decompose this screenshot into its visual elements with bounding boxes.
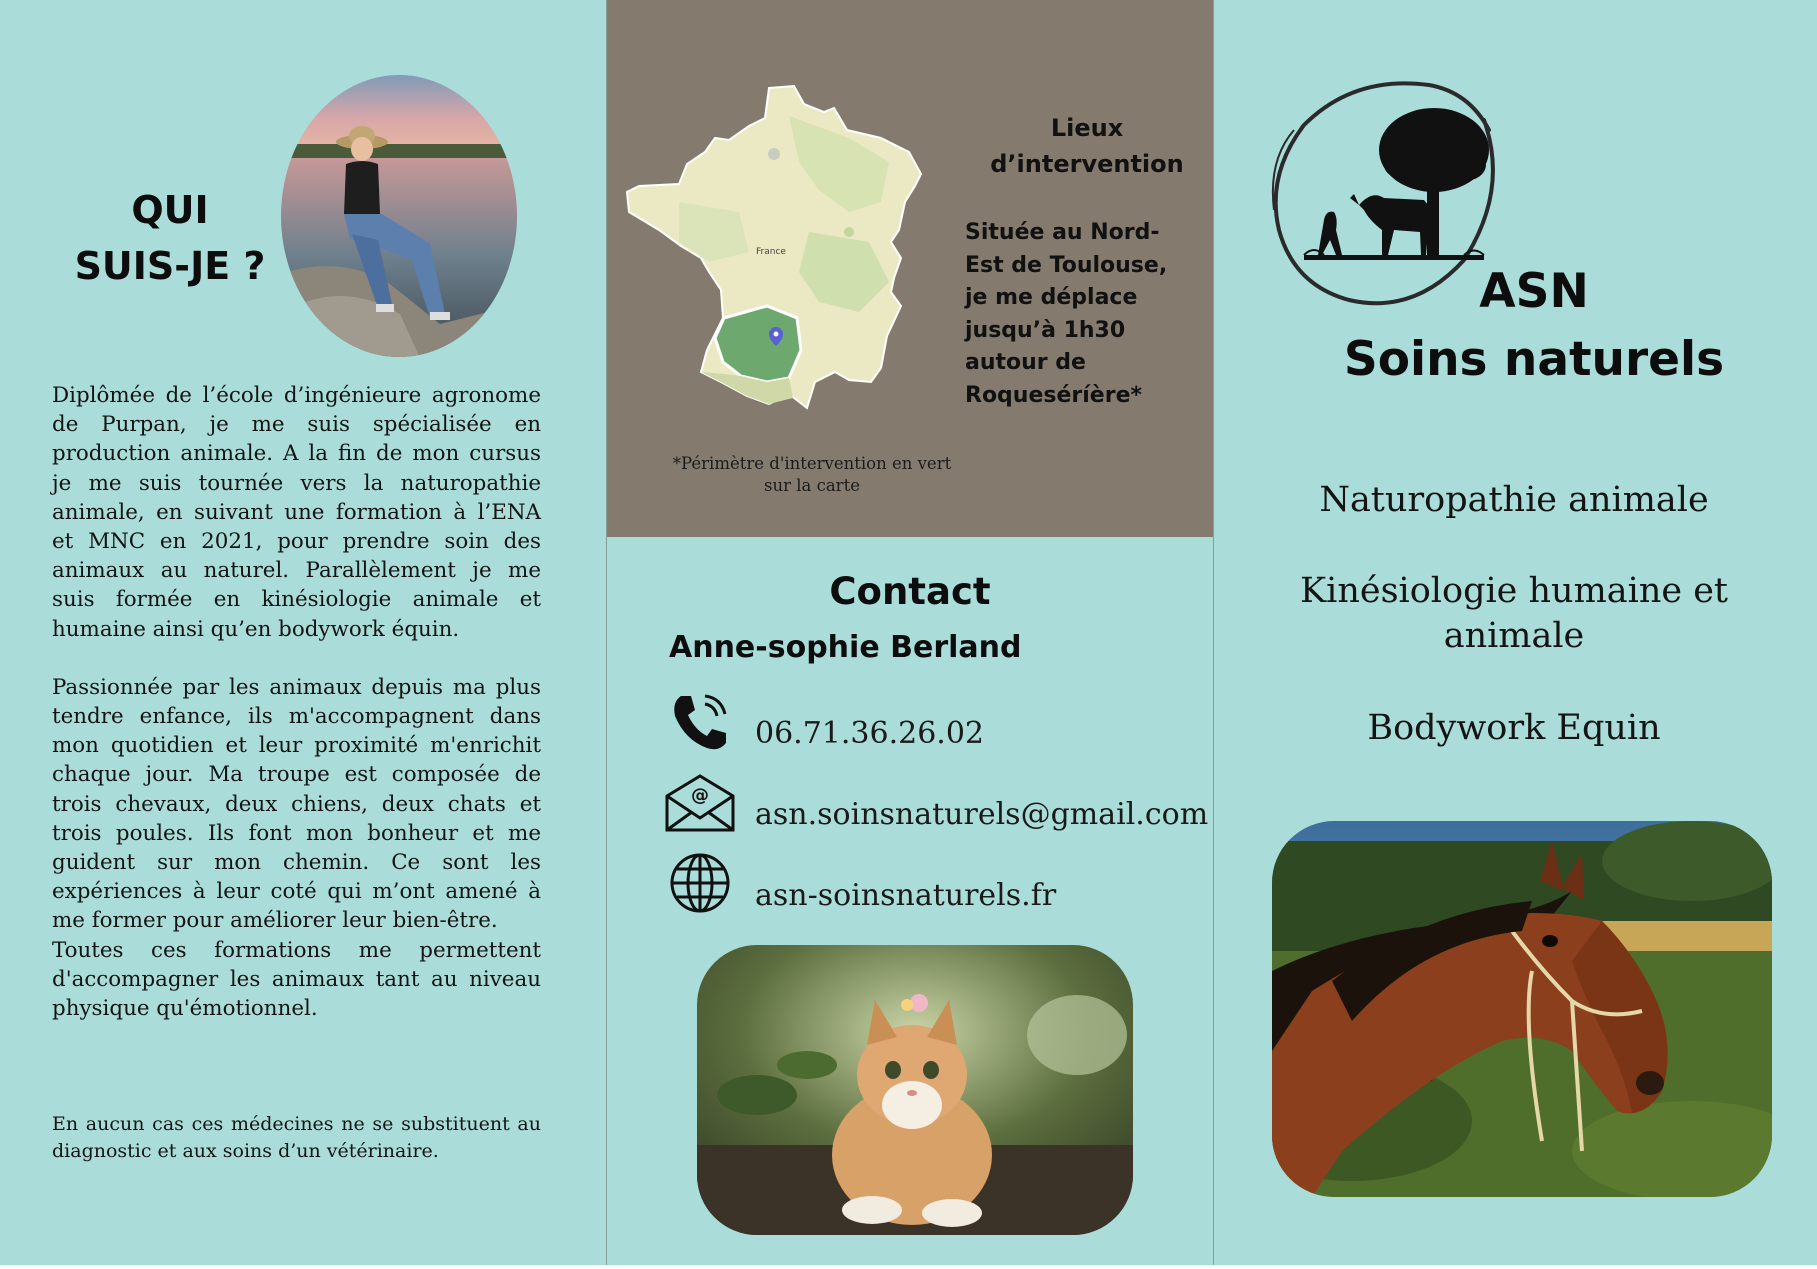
- brand-title: [1304, 258, 1764, 394]
- panel-qui-suis-je: [0, 0, 606, 1265]
- map-label: France: [756, 247, 786, 257]
- lieux-title-line-2: d’intervention: [990, 150, 1184, 178]
- horse-photo: [1272, 821, 1772, 1197]
- location-line-1: Située au Nord-: [965, 220, 1160, 245]
- location-line-6: Roqueséríère*: [965, 382, 1142, 408]
- location-description: [965, 217, 1195, 412]
- svg-text:@: @: [691, 785, 709, 806]
- bio-paragraph-2: Passionnée par les animaux depuis ma plus tendre enfance, ils m'accompagnent dans mon quotidien et leur proximité m'enrichit chaque jour. Ma troupe est composée de trois chevaux, deux chiens, deux chats et trois poules. Ils font mon bonheur et me guident sur mon chemin. Ce sont les expériences à leur coté qui m’ont amené à me former pour améliorer leur bien-être.: [52, 674, 541, 934]
- location-line-5: autour de: [965, 350, 1086, 375]
- email-icon: [664, 770, 736, 836]
- kitten-photo: [697, 945, 1133, 1235]
- contact-title: Contact: [829, 570, 991, 613]
- location-line-2: Est de Toulouse,: [965, 252, 1168, 278]
- section-title-qui-suis-je: [60, 182, 280, 294]
- website-link[interactable]: asn-soinsnaturels.fr: [755, 878, 1057, 913]
- globe-icon: [669, 852, 731, 914]
- location-line-4: jusqu’à 1h30: [965, 317, 1126, 343]
- perimeter-note: [647, 453, 977, 497]
- lieux-title-line-1: Lieux: [1050, 114, 1124, 142]
- biography-text: [52, 381, 541, 1052]
- disclaimer-text: En aucun cas ces médecines ne se substituent au diagnostic et aux soins d’un vétérinaire.: [52, 1113, 541, 1162]
- portrait-photo: [280, 74, 518, 358]
- lieux-title: [962, 110, 1212, 182]
- panel-lieux-contact: [607, 0, 1213, 1265]
- title-line-2: SUIS-JE ?: [74, 244, 266, 288]
- phone-icon: [667, 690, 733, 756]
- service-naturopathie: Naturopathie animale: [1319, 480, 1709, 520]
- perimeter-note-line-1: *Périmètre d'intervention en vert: [672, 454, 952, 473]
- perimeter-note-line-2: sur la carte: [764, 476, 860, 495]
- intervention-area-box: [607, 0, 1213, 537]
- phone-number[interactable]: 06.71.36.26.02: [755, 716, 985, 751]
- service-bodywork: Bodywork Equin: [1367, 708, 1661, 748]
- panel-cover: [1214, 0, 1817, 1265]
- service-kinesiologie: Kinésiologie humaine et animale: [1299, 571, 1728, 656]
- email-address[interactable]: asn.soinsnaturels@gmail.com: [755, 797, 1209, 832]
- contact-name: Anne-sophie Berland: [669, 630, 1022, 665]
- brand-line-1: ASN: [1479, 264, 1589, 319]
- title-line-1: QUI: [131, 188, 209, 232]
- bio-paragraph-3: Toutes ces formations me permettent d'accompagner les animaux tant au niveau physique qu'émotionnel.: [52, 937, 541, 1022]
- bio-paragraph-1: Diplômée de l’école d’ingénieure agronome de Purpan, je me suis spécialisée en production animale. A la fin de mon cursus je me suis tournée vers la naturopathie animale, en suivant une formation à l’ENA et MNC en 2021, pour prendre soin des animaux au naturel. Parallèlement je me suis formée en kinésiologie animale et humaine ainsi qu’en bodywork équin.: [52, 383, 541, 642]
- location-line-3: je me déplace: [965, 285, 1138, 310]
- brand-line-2: Soins naturels: [1343, 332, 1725, 387]
